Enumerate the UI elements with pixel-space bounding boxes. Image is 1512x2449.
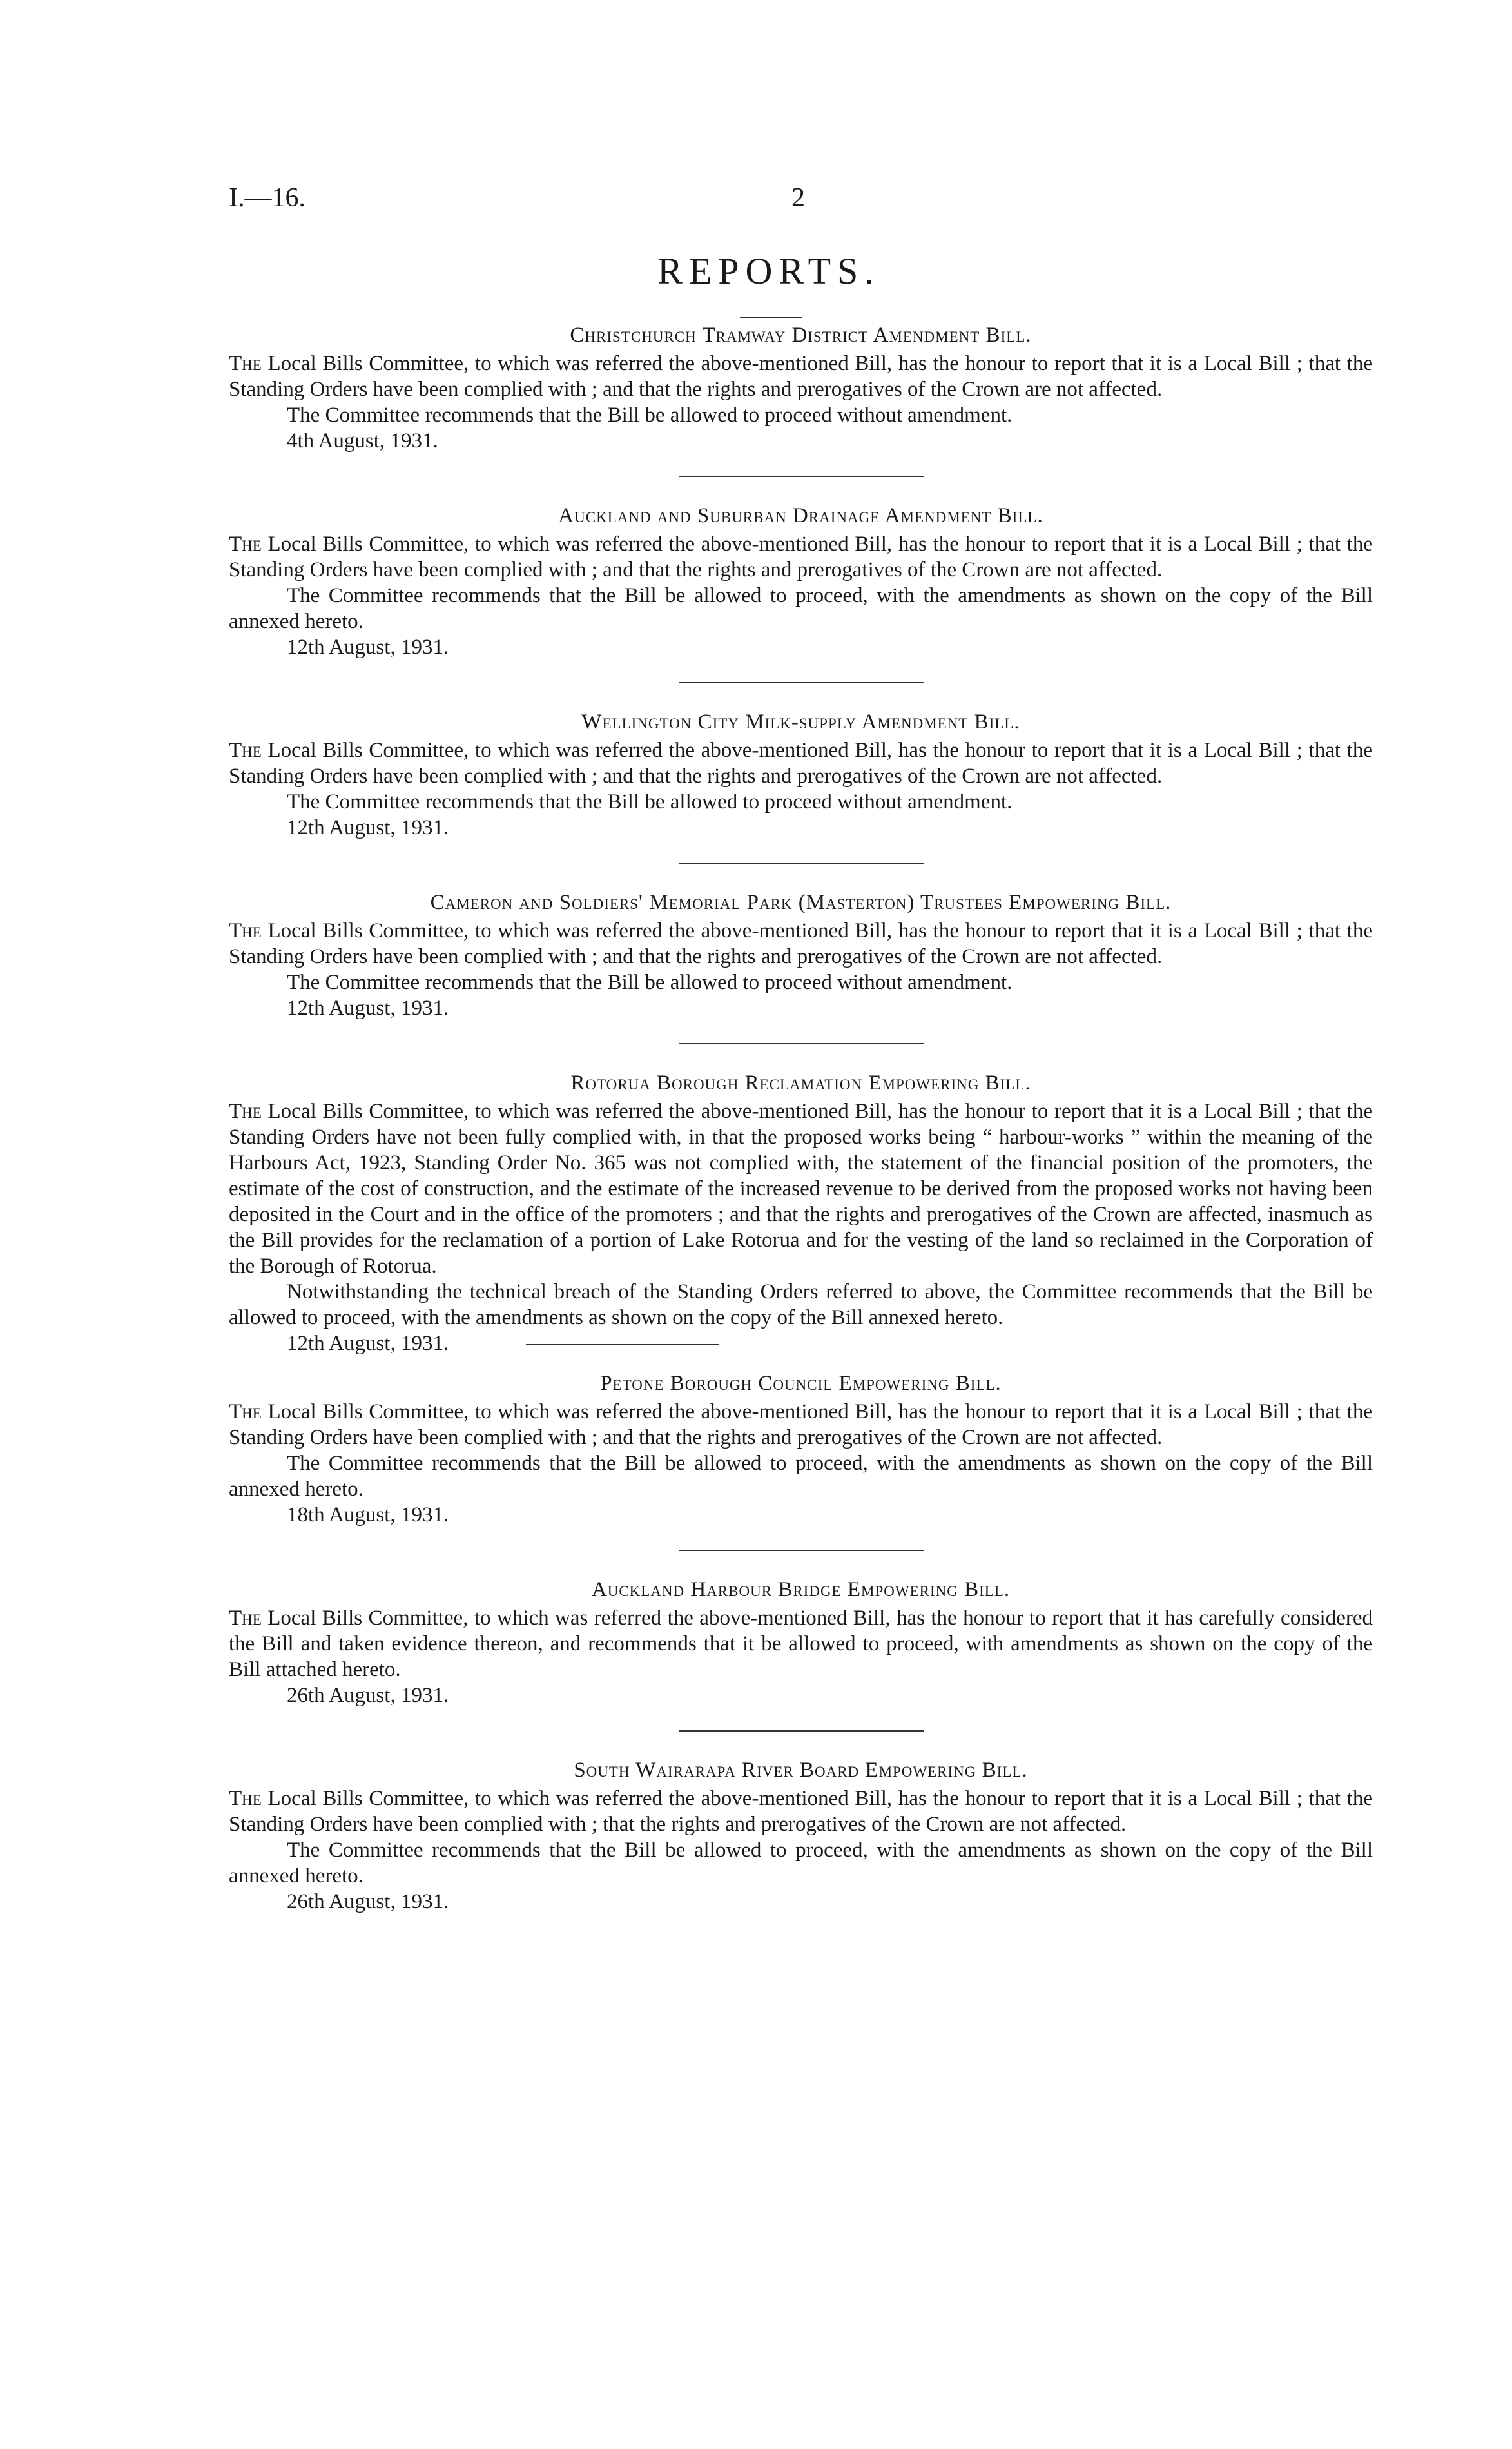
report-recommendation: The Committee recommends that the Bill be allowed to proceed without amendment. xyxy=(287,404,1013,427)
report-body xyxy=(229,1605,1373,1683)
report-body xyxy=(229,918,1373,970)
report-date: 26th August, 1931. xyxy=(287,1684,449,1707)
report-body-text: Local Bills Committee, to which was referred the above-mentioned Bill, has the honour to report that it is a Local Bill ; that the Standing Orders have been complied with ; and that the rights and prerogatives of the Crown are not affected. xyxy=(229,1400,1373,1449)
reports-list xyxy=(229,322,1373,1915)
heading-rule xyxy=(740,317,802,318)
section-divider xyxy=(679,682,924,683)
report-lead: The xyxy=(229,1400,262,1423)
report-lead: The xyxy=(229,352,262,375)
report-title: Wellington City Milk-supply Amendment Bill. xyxy=(581,710,1020,734)
report-lead: The xyxy=(229,532,262,556)
report-lead: The xyxy=(229,1100,262,1123)
report-recommendation: The Committee recommends that the Bill be allowed to proceed, with the amendments as shown on the copy of the Bill annexed hereto. xyxy=(229,1452,1373,1501)
report-body xyxy=(229,1786,1373,1837)
report-body xyxy=(229,1098,1373,1279)
report-title: South Wairarapa River Board Empowering Bill. xyxy=(574,1759,1028,1782)
section-divider xyxy=(679,1730,924,1732)
report-date: 12th August, 1931. xyxy=(287,636,449,659)
report-body-text: Local Bills Committee, to which was referred the above-mentioned Bill, has the honour to report that it is a Local Bill ; that the Standing Orders have been complied with ; and that the rights and prerogatives of the Crown are not affected. xyxy=(229,532,1373,581)
report-lead: The xyxy=(229,1787,262,1810)
report-lead: The xyxy=(229,739,262,762)
section-divider xyxy=(679,863,924,864)
report-petone-borough xyxy=(229,1371,1373,1528)
report-body-text: Local Bills Committee, to which was referred the above-mentioned Bill, has the honour to report that it has carefully considered the Bill and taken evidence thereon, and recommends that it be allowed to proceed, with amendments as shown on the copy of the Bill attached hereto. xyxy=(229,1606,1373,1681)
report-date: 26th August, 1931. xyxy=(287,1890,449,1913)
report-date: 12th August, 1931. xyxy=(287,1332,449,1355)
report-christchurch-tramway xyxy=(229,322,1373,454)
report-body xyxy=(229,737,1373,789)
report-recommendation: The Committee recommends that the Bill be allowed to proceed without amendment. xyxy=(287,790,1013,814)
report-title: Auckland and Suburban Drainage Amendment Bill. xyxy=(558,504,1043,527)
report-south-wairarapa xyxy=(229,1757,1373,1915)
page-heading: REPORTS. xyxy=(657,250,880,292)
report-recommendation: The Committee recommends that the Bill be allowed to proceed, with the amendments as shown on the copy of the Bill annexed hereto. xyxy=(229,1839,1373,1888)
section-divider xyxy=(679,1550,924,1551)
section-divider xyxy=(526,1344,719,1345)
report-rotorua-reclamation xyxy=(229,1070,1373,1356)
report-date-row xyxy=(229,1331,1373,1356)
report-body xyxy=(229,1399,1373,1450)
report-date: 18th August, 1931. xyxy=(287,1503,449,1527)
report-cameron-memorial-park xyxy=(229,890,1373,1021)
report-title: Rotorua Borough Reclamation Empowering Bill. xyxy=(570,1071,1031,1095)
report-auckland-drainage xyxy=(229,503,1373,660)
section-divider xyxy=(679,1043,924,1044)
report-body xyxy=(229,531,1373,583)
report-title: Cameron and Soldiers' Memorial Park (Masterton) Trustees Empowering Bill. xyxy=(430,891,1172,914)
report-date: 4th August, 1931. xyxy=(287,429,438,453)
report-recommendation: The Committee recommends that the Bill be allowed to proceed without amendment. xyxy=(287,971,1013,994)
report-body-text: Local Bills Committee, to which was referred the above-mentioned Bill, has the honour to report that it is a Local Bill ; that the Standing Orders have not been fully complied with, in that the proposed works being “ harbour-works ” within the meaning of the Harbours Act, 1923, Standing Order No. 365 was not complied with, the statement of the financial position of the promoters, the estimate of the cost of construction, and the estimate of the increased revenue to be derived from the proposed works not having been deposited in the Court and in the office of the promoters ; and that the rights and prerogatives of the Crown are affected, inasmuch as the Bill provides for the reclamation of a portion of Lake Rotorua and for the vesting of the land so reclaimed in the Corporation of the Borough of Rotorua. xyxy=(229,1100,1373,1278)
report-wellington-milk xyxy=(229,709,1373,841)
report-lead: The xyxy=(229,1606,262,1630)
report-lead: The xyxy=(229,919,262,942)
report-body xyxy=(229,351,1373,402)
report-recommendation: The Committee recommends that the Bill be allowed to proceed, with the amendments as shown on the copy of the Bill annexed hereto. xyxy=(229,584,1373,633)
report-auckland-harbour-bridge xyxy=(229,1577,1373,1708)
report-recommendation: Notwithstanding the technical breach of the Standing Orders referred to above, the Committee recommends that the Bill be allowed to proceed, with the amendments as shown on the copy of the Bill annexed hereto. xyxy=(229,1280,1373,1329)
page-number: 2 xyxy=(791,183,805,213)
report-body-text: Local Bills Committee, to which was referred the above-mentioned Bill, has the honour to report that it is a Local Bill ; that the Standing Orders have been complied with ; and that the rights and prerogatives of the Crown are not affected. xyxy=(229,352,1373,401)
report-date: 12th August, 1931. xyxy=(287,997,449,1020)
report-body-text: Local Bills Committee, to which was referred the above-mentioned Bill, has the honour to report that it is a Local Bill ; that the Standing Orders have been complied with ; and that the rights and prerogatives of the Crown are not affected. xyxy=(229,739,1373,788)
report-title: Petone Borough Council Empowering Bill. xyxy=(600,1372,1002,1395)
report-title: Christchurch Tramway District Amendment Bill. xyxy=(570,324,1032,347)
report-body-text: Local Bills Committee, to which was referred the above-mentioned Bill, has the honour to report that it is a Local Bill ; that the Standing Orders have been complied with ; that the rights and prerogatives of the Crown are not affected. xyxy=(229,1787,1373,1836)
report-date: 12th August, 1931. xyxy=(287,816,449,839)
report-title: Auckland Harbour Bridge Empowering Bill. xyxy=(591,1578,1011,1601)
report-body-text: Local Bills Committee, to which was referred the above-mentioned Bill, has the honour to report that it is a Local Bill ; that the Standing Orders have been complied with ; and that the rights and prerogatives of the Crown are not affected. xyxy=(229,919,1373,968)
section-divider xyxy=(679,476,924,477)
document-reference: I.—16. xyxy=(229,183,305,213)
